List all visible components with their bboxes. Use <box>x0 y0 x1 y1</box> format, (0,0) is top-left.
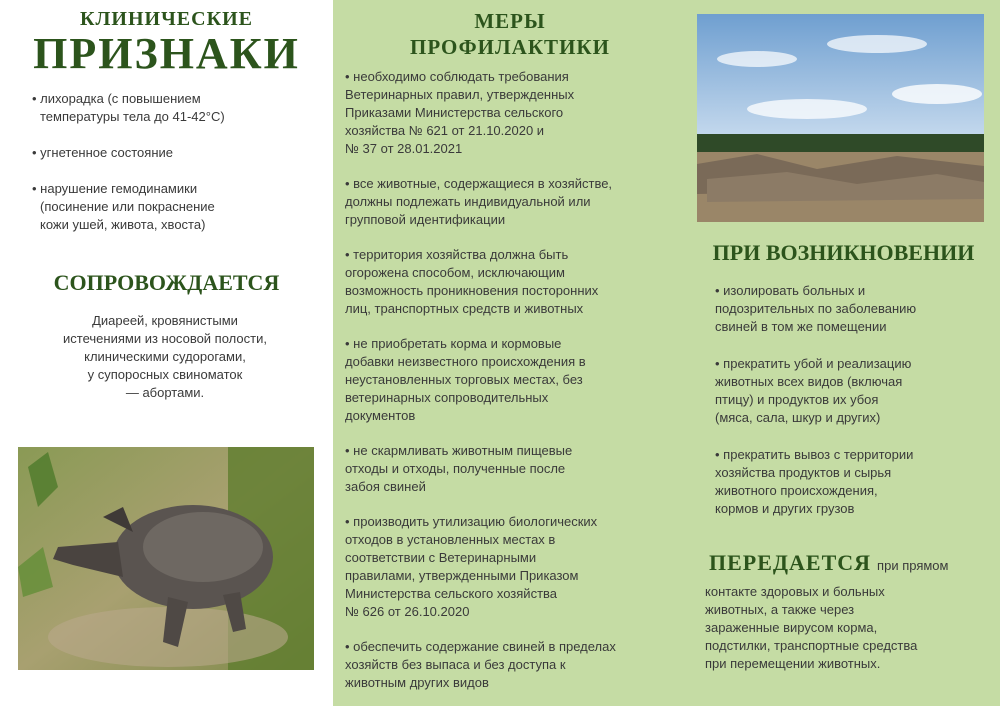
transmission-heading <box>709 550 948 576</box>
measure-text: все животные, содержащиеся в хозяйстве, должны подлежать индивидуальной или групповой идентификации <box>345 176 613 227</box>
list-item <box>345 175 680 229</box>
list-item <box>32 144 322 162</box>
left-panel <box>0 0 333 706</box>
pig-photo <box>18 447 314 670</box>
occurrence-title: ПРИ ВОЗНИКНОВЕНИИ <box>712 240 975 265</box>
field-photo <box>697 14 984 222</box>
clinical-title-line1: КЛИНИЧЕСКИЕ <box>80 8 253 30</box>
list-item <box>32 90 322 126</box>
action-text: прекратить убой и реализацию животных всех видов (включая птицу) и продуктов их убоя (мяса, сала, шкур и других) <box>715 356 912 425</box>
measure-text: необходимо соблюдать требования Ветеринарных правил, утвержденных Приказами Министерства сельского хозяйства № 621 от 21.10.2020 и № 37 от 28.01.2021 <box>345 69 575 156</box>
accompanied-title: СОПРОВОЖДАЕТСЯ <box>53 270 280 295</box>
measure-text: производить утилизацию биологических отходов в установленных местах в соответствии с Ветеринарными правилами, утвержденными Приказом Министерства сельского хозяйства № 626 от 26.10.2020 <box>345 514 598 619</box>
prevention-list <box>345 68 680 709</box>
transmission-text: контакте здоровых и больных животных, а также через зараженные вирусом корма, подстилки, транспортные средства при перемещении животных. <box>705 584 918 671</box>
transmission-title: ПЕРЕДАЕТСЯ <box>709 550 872 575</box>
prevention-title: МЕРЫ ПРОФИЛАКТИКИ <box>410 9 610 59</box>
symptom-text: угнетенное состояние <box>40 145 173 160</box>
symptom-text: лихорадка (с повышением температуры тела до 41-42°С) <box>40 91 225 124</box>
measure-text: не скармливать животным пищевые отходы и отходы, полученные после забоя свиней <box>345 443 573 494</box>
symptom-list <box>32 90 322 252</box>
measure-text: обеспечить содержание свиней в пределах хозяйств без выпаса и без доступа к животным других видов <box>345 639 616 690</box>
middle-panel <box>333 0 687 706</box>
measure-text: территория хозяйства должна быть огорожена способом, исключающим возможность проникновения посторонних лиц, транспортных средств и животных <box>345 247 599 316</box>
right-panel <box>687 0 1000 706</box>
list-item <box>345 246 680 318</box>
symptom-text: нарушение гемодинамики (посинение или покраснение кожи ушей, живота, хвоста) <box>40 181 215 232</box>
measure-text: не приобретать корма и кормовые добавки неизвестного происхождения в неустановленных торговых местах, без ветеринарных сопроводительных документов <box>345 336 586 423</box>
accompanied-text: Диареей, кровянистыми истечениями из носовой полости, клиническими судорогами, у супоросных свиноматок — абортами. <box>63 313 267 400</box>
list-item <box>345 513 680 621</box>
list-item <box>715 355 985 427</box>
list-item <box>715 446 985 518</box>
list-item <box>345 335 680 425</box>
list-item <box>32 180 322 234</box>
list-item <box>345 442 680 496</box>
list-item <box>715 282 985 336</box>
transmission-tail: при прямом <box>877 558 949 573</box>
clinical-title-line2: ПРИЗНАКИ <box>33 29 300 78</box>
action-text: изолировать больных и подозрительных по заболеванию свиней в том же помещении <box>715 283 917 334</box>
list-item <box>345 638 680 692</box>
list-item <box>345 68 680 158</box>
action-text: прекратить вывоз с территории хозяйства продуктов и сырья животного происхождения, кормов и других грузов <box>715 447 914 516</box>
action-list <box>715 282 985 537</box>
